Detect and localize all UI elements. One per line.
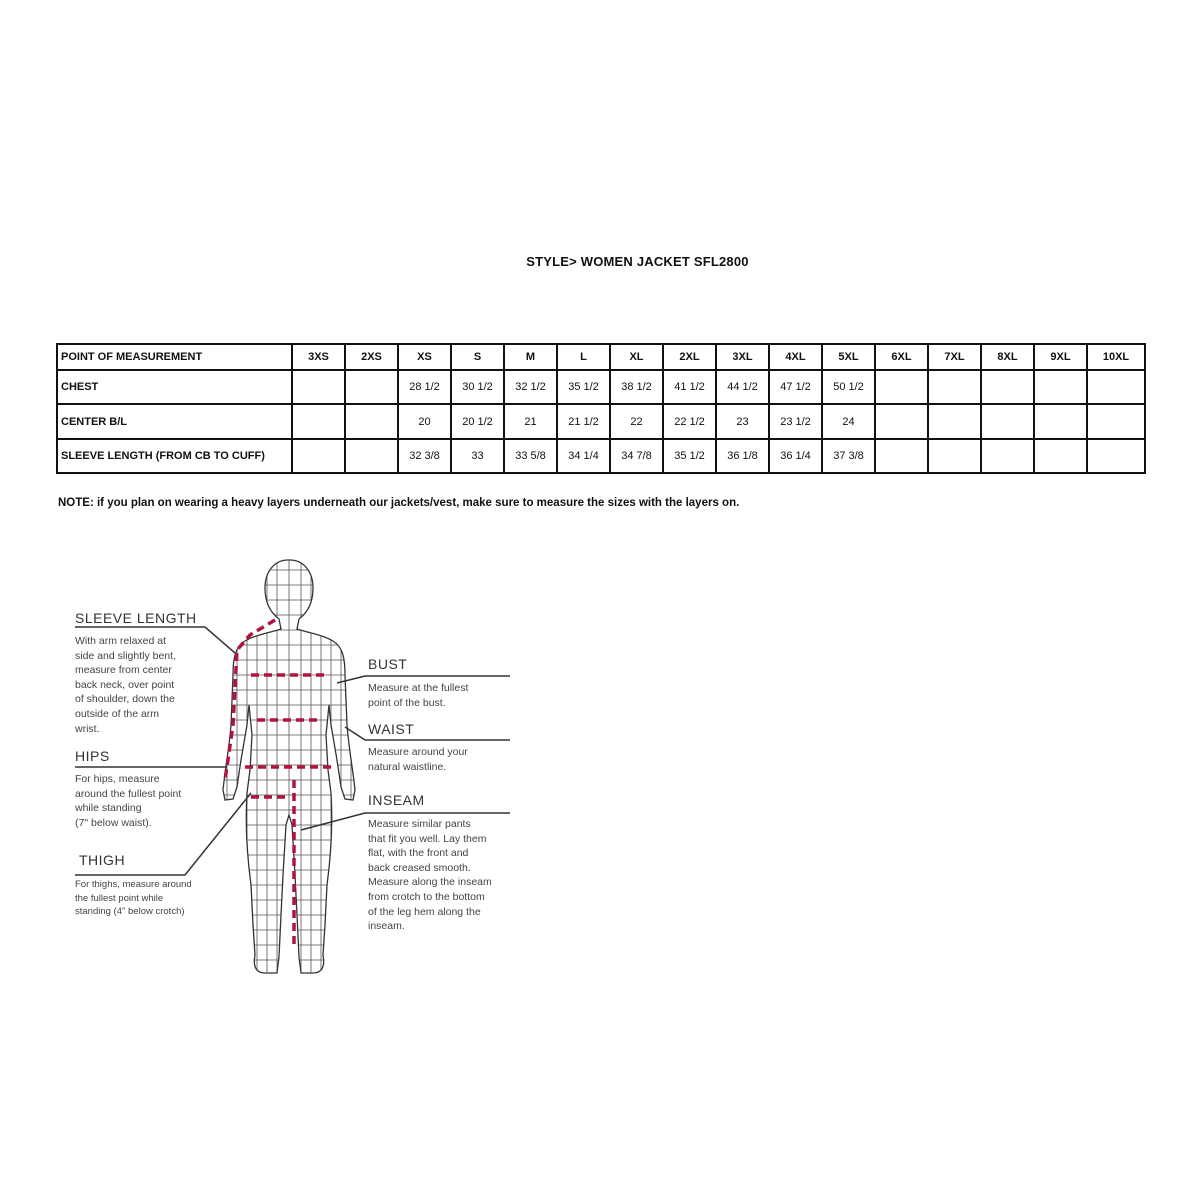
inseam-label: INSEAM (368, 792, 425, 808)
hips-label: HIPS (75, 748, 110, 764)
table-cell: 34 7/8 (610, 439, 663, 473)
header-cell: 6XL (875, 344, 928, 370)
thigh-label: THIGH (79, 852, 126, 868)
header-cell: XS (398, 344, 451, 370)
table-row-center-bl (57, 404, 1145, 439)
table-cell: 44 1/2 (716, 370, 769, 404)
sleeve-length-description: With arm relaxed at side and slightly bent, measure from center back neck, over point of shoulder, down the outside of the arm wrist. (75, 635, 176, 735)
table-cell (928, 404, 981, 439)
table-cell: 21 (504, 404, 557, 439)
table-cell (981, 439, 1034, 473)
header-cell: L (557, 344, 610, 370)
table-cell (928, 370, 981, 404)
table-cell (981, 404, 1034, 439)
table-cell (292, 439, 345, 473)
table-cell (1087, 404, 1145, 439)
table-cell: 38 1/2 (610, 370, 663, 404)
table-cell: 28 1/2 (398, 370, 451, 404)
table-cell: 50 1/2 (822, 370, 875, 404)
header-cell: XL (610, 344, 663, 370)
table-cell: 20 (398, 404, 451, 439)
header-cell: POINT OF MEASUREMENT (57, 344, 292, 370)
table-cell (1034, 404, 1087, 439)
table-row-sleeve-length (57, 439, 1145, 473)
table-cell (875, 439, 928, 473)
header-cell: 10XL (1087, 344, 1145, 370)
style-title: STYLE> WOMEN JACKET SFL2800 (526, 254, 749, 269)
sleeve-length-label: SLEEVE LENGTH (75, 610, 197, 626)
row-label: SLEEVE LENGTH (FROM CB TO CUFF) (57, 439, 292, 473)
table-cell (345, 404, 398, 439)
table-header-row (57, 344, 1145, 370)
table-cell: 23 (716, 404, 769, 439)
table-cell: 37 3/8 (822, 439, 875, 473)
header-cell: 8XL (981, 344, 1034, 370)
table-cell: 22 (610, 404, 663, 439)
layering-note: NOTE: if you plan on wearing a heavy layers underneath our jackets/vest, make sure to measure the sizes with the layers on. (58, 497, 740, 509)
row-label: CENTER B/L (57, 404, 292, 439)
table-cell: 36 1/4 (769, 439, 822, 473)
measurement-guide (55, 555, 525, 985)
row-label: CHEST (57, 370, 292, 404)
table-cell: 35 1/2 (557, 370, 610, 404)
header-cell: M (504, 344, 557, 370)
header-cell: 9XL (1034, 344, 1087, 370)
table-cell (1087, 439, 1145, 473)
size-chart-table (56, 343, 1146, 474)
hips-description: For hips, measure around the fullest point while standing (7" below waist). (75, 773, 182, 829)
header-cell: 5XL (822, 344, 875, 370)
bust-label: BUST (368, 656, 408, 672)
table-cell (928, 439, 981, 473)
table-cell (1034, 370, 1087, 404)
table-row-chest (57, 370, 1145, 404)
table-cell: 34 1/4 (557, 439, 610, 473)
table-cell: 21 1/2 (557, 404, 610, 439)
header-cell: 3XL (716, 344, 769, 370)
table-cell (981, 370, 1034, 404)
table-cell (292, 404, 345, 439)
table-cell (292, 370, 345, 404)
table-cell: 35 1/2 (663, 439, 716, 473)
header-cell: 2XS (345, 344, 398, 370)
waist-description: Measure around your natural waistline. (368, 746, 468, 773)
header-cell: 3XS (292, 344, 345, 370)
table-cell: 33 5/8 (504, 439, 557, 473)
table-cell: 20 1/2 (451, 404, 504, 439)
table-cell: 22 1/2 (663, 404, 716, 439)
measurement-lines (225, 620, 333, 945)
header-cell: S (451, 344, 504, 370)
table-cell (1034, 439, 1087, 473)
table-cell (345, 439, 398, 473)
table-cell: 32 1/2 (504, 370, 557, 404)
table-cell (345, 370, 398, 404)
header-cell: 4XL (769, 344, 822, 370)
table-cell: 32 3/8 (398, 439, 451, 473)
table-cell: 30 1/2 (451, 370, 504, 404)
table-cell: 47 1/2 (769, 370, 822, 404)
bust-description: Measure at the fullest point of the bust. (368, 682, 469, 709)
table-cell: 24 (822, 404, 875, 439)
waist-label: WAIST (368, 721, 415, 737)
table-cell: 41 1/2 (663, 370, 716, 404)
table-cell (875, 404, 928, 439)
header-cell: 2XL (663, 344, 716, 370)
table-cell (1087, 370, 1145, 404)
thigh-description: For thighs, measure around the fullest point while standing (4" below crotch) (75, 879, 192, 917)
table-cell: 23 1/2 (769, 404, 822, 439)
inseam-description: Measure similar pants that fit you well. Lay them flat, with the front and back creased smooth. Measure along the inseam from crotch to the bottom of the leg hem along the inseam. (368, 818, 492, 933)
table-cell: 36 1/8 (716, 439, 769, 473)
table-cell: 33 (451, 439, 504, 473)
table-cell (875, 370, 928, 404)
header-cell: 7XL (928, 344, 981, 370)
